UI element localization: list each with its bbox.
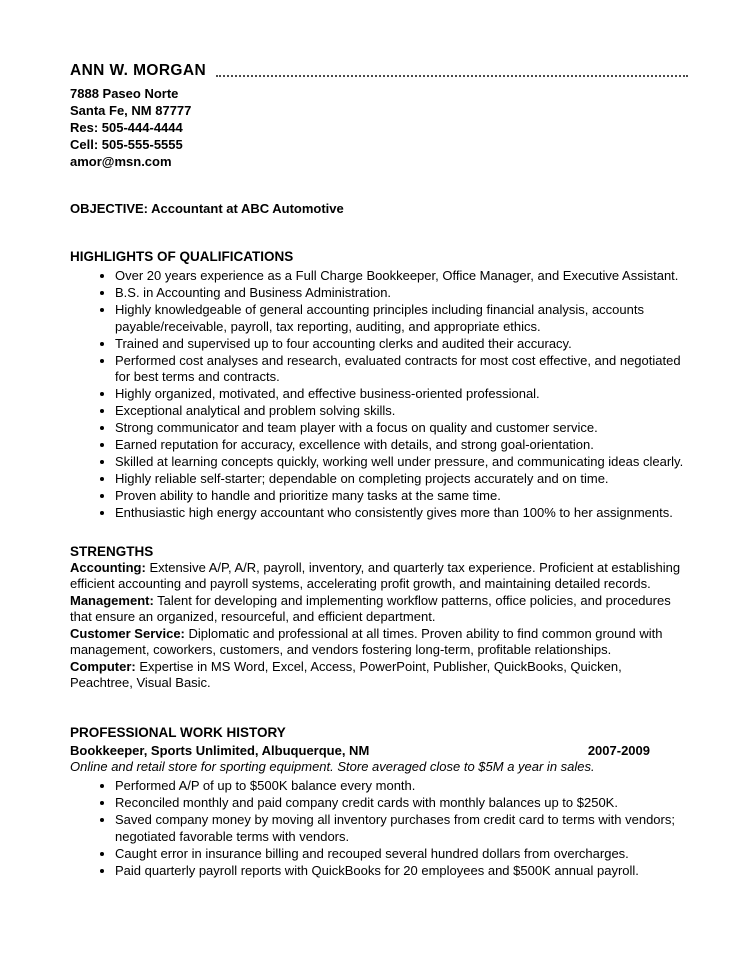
qualification-item: • Highly reliable self-starter; dependable on completing projects accurately and on time. — [115, 471, 688, 488]
job-bullet-item: • Paid quarterly payroll reports with QuickBooks for 20 employees and $500K annual payroll. — [115, 863, 688, 880]
contact-header — [70, 62, 688, 170]
job-bullet-list — [70, 778, 688, 879]
job-dates: 2007-2009 — [587, 742, 650, 758]
work-history-title: PROFESSIONAL WORK HISTORY — [70, 724, 286, 740]
work-history-section — [70, 724, 688, 880]
name-row — [70, 62, 688, 80]
dotted-divider — [216, 75, 688, 77]
strengths-section — [70, 543, 688, 692]
strength-computer-text: Expertise in MS Word, Excel, Access, PowerPoint, Publisher, QuickBooks, Quicken, Peachtree, Visual Basic. — [70, 658, 622, 690]
qualification-item: • Highly knowledgeable of general accounting principles including financial analysis, accounts payable/receivable, payroll, tax reporting, auditing, and appropriate ethics. — [115, 302, 688, 335]
job-summary: Online and retail store for sporting equipment. Store averaged close to $5M a year in sales. — [70, 758, 595, 774]
email-address: amor@msn.com — [70, 154, 172, 169]
qualification-item: • Proven ability to handle and prioritize many tasks at the same time. — [115, 488, 688, 505]
objective-line — [70, 201, 688, 217]
strength-management-text: Talent for developing and implementing workflow patterns, office policies, and procedures that ensure an organized, resourceful, and efficient department. — [70, 592, 671, 624]
job-bullet-item: • Performed A/P of up to $500K balance every month. — [115, 778, 688, 795]
qualification-item: • Enthusiastic high energy accountant who consistently gives more than 100% to her assignments. — [115, 505, 688, 522]
strength-computer — [70, 659, 688, 692]
strength-accounting-label: Accounting: — [70, 559, 146, 575]
qualification-item: • B.S. in Accounting and Business Administration. — [115, 285, 688, 302]
job-header-row — [70, 742, 688, 759]
qualifications-section — [70, 248, 688, 522]
qualification-item: • Highly organized, motivated, and effective business-oriented professional. — [115, 386, 688, 403]
qualification-item: • Over 20 years experience as a Full Charge Bookkeeper, Office Manager, and Executive Assistant. — [115, 268, 688, 285]
qualification-item: • Earned reputation for accuracy, excellence with details, and strong goal-orientation. — [115, 437, 688, 454]
job-position: Bookkeeper, Sports Unlimited, Albuquerque, NM — [70, 742, 370, 758]
qualifications-title: HIGHLIGHTS OF QUALIFICATIONS — [70, 249, 294, 264]
objective-text: Accountant at ABC Automotive — [148, 201, 344, 216]
res-phone: Res: 505-444-4444 — [70, 120, 183, 135]
objective-label: OBJECTIVE: — [70, 201, 149, 216]
strength-accounting-text: Extensive A/P, A/R, payroll, inventory, and quarterly tax experience. Proficient at establishing efficient accounting and payroll systems, accelerating profit growth, and maintaining detailed records. — [70, 559, 681, 591]
job-bullet-item: • Saved company money by moving all inventory purchases from credit card to terms with vendors; negotiated favorable terms with vendors. — [115, 812, 688, 845]
strength-customer-service-label: Customer Service: — [70, 625, 185, 641]
job-bullet-item: • Caught error in insurance billing and recouped several hundred dollars from overcharges. — [115, 846, 688, 863]
strength-accounting — [70, 560, 688, 593]
qualification-item: • Trained and supervised up to four accounting clerks and audited their accuracy. — [115, 336, 688, 353]
address-line-1: 7888 Paseo Norte — [70, 86, 179, 101]
strength-customer-service — [70, 626, 688, 659]
address-line-2: Santa Fe, NM 87777 — [70, 103, 192, 118]
contact-block — [70, 85, 688, 170]
qualifications-list — [70, 268, 688, 522]
qualification-item: • Exceptional analytical and problem solving skills. — [115, 403, 688, 420]
strength-management-label: Management: — [70, 592, 154, 608]
strength-customer-service-text: Diplomatic and professional at all times. Proven ability to find common ground with management, coworkers, customers, and vendors fostering long-term, profitable relationships. — [70, 625, 663, 657]
candidate-name: ANN W. MORGAN — [70, 62, 207, 79]
qualification-item: • Performed cost analyses and research, evaluated contracts for most cost effective, and negotiated for best terms and contracts. — [115, 353, 688, 386]
strength-management — [70, 593, 688, 626]
strength-computer-label: Computer: — [70, 658, 136, 674]
strengths-title: STRENGTHS — [70, 543, 154, 559]
qualification-item: • Skilled at learning concepts quickly, working well under pressure, and communicating ideas clearly. — [115, 454, 688, 471]
qualification-item: • Strong communicator and team player with a focus on quality and customer service. — [115, 420, 688, 437]
cell-phone: Cell: 505-555-5555 — [70, 137, 183, 152]
job-bullet-item: • Reconciled monthly and paid company credit cards with monthly balances up to $250K. — [115, 795, 688, 812]
